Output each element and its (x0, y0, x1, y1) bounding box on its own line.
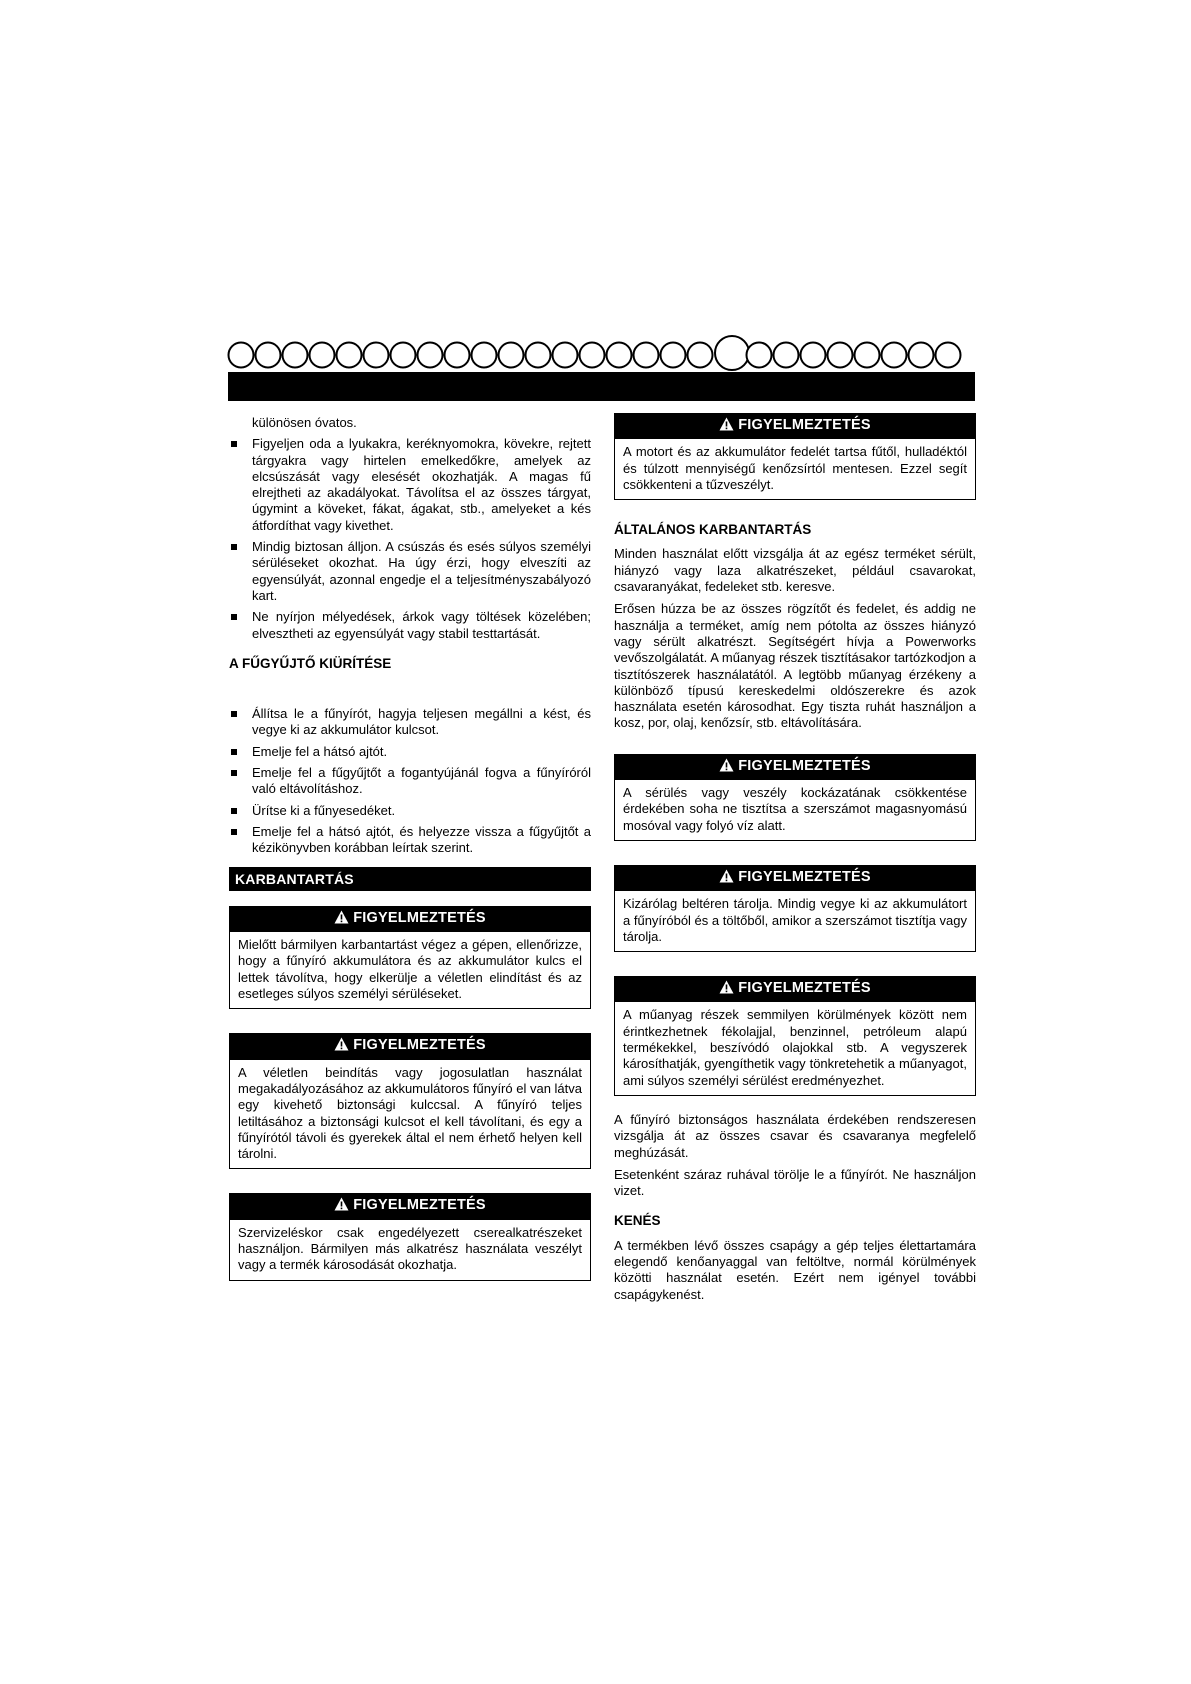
header-circle-strip (227, 335, 977, 371)
list-item: Állítsa le a fűnyírót, hagyja teljesen megállni a kést, és vegye ki az akkumulátor kulcsot. (229, 706, 591, 739)
header-small-circle (580, 343, 605, 368)
header-small-circle (936, 343, 961, 368)
warning-box (614, 865, 976, 952)
header-small-circle (828, 343, 853, 368)
heading-kenes: KENÉS (614, 1213, 661, 1229)
warning-triangle-icon (334, 910, 349, 928)
warning-title: FIGYELMEZTETÉS (738, 868, 871, 885)
header-small-circle (661, 343, 686, 368)
paragraph: A termékben lévő összes csapágy a gép teljes élettartamára elegendő kenőanyaggal van feltöltve, normál körülmények közötti használat esetén. Ezért nem igényel további csapágykenést. (614, 1237, 976, 1302)
warning-triangle-icon (719, 980, 734, 998)
header-small-circle (256, 343, 281, 368)
warning-text: Mielőtt bármilyen karbantartást végez a gépen, ellenőrizze, hogy a fűnyíró akkumulátora és az akkumulátor kulcs el lettek távolítva, hogy elkerülje a véletlen elindítást és az esetleges súlyos személyi sérüléseket. (238, 937, 582, 1002)
warning-triangle-icon (719, 869, 734, 887)
header-small-circle (445, 343, 470, 368)
paragraph: Minden használat előtt vizsgálja át az egész terméket sérült, hiányzó vagy laza alkatrészeket, például csavarokat, csavaranyákat, fedeleket stb. keresve. (614, 546, 976, 595)
header-big-circle (715, 336, 749, 370)
section-heading-karbantartas: KARBANTARTÁS (229, 867, 591, 891)
list-item: Figyeljen oda a lyukakra, keréknyomokra, kövekre, rejtett tárgyakra vagy hirtelen emelkedőkre, amelyek az elcsúszását vagy elesését okozhatják. A magas fű elrejtheti az akadályokat. Távolítsa el az összes tárgyat, úgymint a köveket, fákat, ágakat, stb., amelyeket a kés átfordíthat vagy kivethet. (229, 436, 591, 534)
header-small-circle (283, 343, 308, 368)
warning-text: A motort és az akkumulátor fedelét tartsa fűtől, hulladéktól és túlzott mennyiségű kenőzsírtól mentesen. Ezzel segít csökkenteni a tűzveszélyt. (623, 444, 967, 492)
warning-header (230, 1194, 590, 1219)
header-small-circle (472, 343, 497, 368)
warning-title: FIGYELMEZTETÉS (738, 980, 871, 997)
continued-text: különösen óvatos. (252, 415, 357, 430)
warning-text: Kizárólag beltéren tárolja. Mindig vegye ki az akkumulátort a fűnyíróból és a töltőből, amikor a szerszámot tisztítja vagy tárolja. (623, 896, 967, 944)
list-item: Emelje fel a hátsó ajtót. (229, 744, 591, 760)
list-item: Ne nyírjon mélyedések, árkok vagy töltések közelében; elvesztheti az egyensúlyát vagy stabil testtartását. (229, 609, 591, 642)
list-item: Ürítse ki a fűnyesedéket. (229, 803, 591, 819)
header-small-circle (688, 343, 713, 368)
warning-title: FIGYELMEZTETÉS (353, 1037, 486, 1054)
warning-title: FIGYELMEZTETÉS (353, 909, 486, 926)
header-small-circle (391, 343, 416, 368)
header-black-bar (228, 372, 975, 401)
warning-box (229, 906, 591, 1009)
warning-header (615, 866, 975, 891)
header-small-circle (607, 343, 632, 368)
right-column (614, 415, 976, 1309)
warning-text: A sérülés vagy veszély kockázatának csökkentése érdekében soha ne tisztítsa a szerszámot magasnyomású mosóval vagy folyó víz alatt. (623, 785, 967, 833)
header-small-circle (364, 343, 389, 368)
header-small-circle (634, 343, 659, 368)
warning-box (614, 976, 976, 1096)
header-small-circle (909, 343, 934, 368)
warning-box (229, 1193, 591, 1280)
header-small-circle (418, 343, 443, 368)
warning-header (615, 414, 975, 439)
header-small-circle (855, 343, 880, 368)
warning-text: A véletlen beindítás vagy jogosulatlan használat megakadályozásához az akkumulátoros fűnyíró el van látva egy kivehető biztonsági kulccsal. A fűnyíró teljes letiltásához a biztonsági kulcsot el kell távolítani, és egy a fűnyírótól távoli és gyerekek által el nem érhető helyen kell tárolni. (238, 1064, 582, 1162)
header-small-circle (526, 343, 551, 368)
list-item: Emelje fel a hátsó ajtót, és helyezze vissza a fűgyűjtőt a kézikönyvben korábban leírtak szerint. (229, 824, 591, 857)
warning-header (615, 977, 975, 1002)
warning-triangle-icon (334, 1037, 349, 1055)
heading-altalanos-karbantartas: ÁLTALÁNOS KARBANTARTÁS (614, 522, 812, 538)
emptying-steps-list (229, 706, 591, 856)
warning-header (615, 755, 975, 780)
warning-box (229, 1033, 591, 1169)
heading-fugyujto: A FŰGYŰJTŐ KIÜRÍTÉSE (229, 655, 392, 671)
list-item: Emelje fel a fűgyűjtőt a fogantyújánál fogva a fűnyíróról való eltávolításhoz. (229, 765, 591, 798)
header-small-circle (882, 343, 907, 368)
warning-triangle-icon (719, 758, 734, 776)
warning-title: FIGYELMEZTETÉS (738, 757, 871, 774)
safety-bullet-list (229, 436, 591, 642)
warning-triangle-icon (719, 417, 734, 435)
warning-triangle-icon (334, 1197, 349, 1215)
header-small-circle (747, 343, 772, 368)
paragraph: A fűnyíró biztonságos használata érdekében rendszeresen vizsgálja át az összes csavar és csavaranya megfelelő meghúzását. (614, 1111, 976, 1160)
left-column (229, 415, 591, 1305)
warning-text: A műanyag részek semmilyen körülmények között nem érintkezhetnek fékolajjal, benzinnel, petróleum alapú termékekkel, beszívódó olajokkal stb. A vegyszerek károsíthatják, gyengíthetik vagy tönkretehetik a műanyagot, ami súlyos személyi sérülést eredményezhet. (623, 1007, 967, 1088)
warning-header (230, 907, 590, 932)
paragraph: Esetenként száraz ruhával törölje le a fűnyírót. Ne használjon vizet. (614, 1166, 976, 1199)
warning-box (614, 413, 976, 500)
warning-box (614, 754, 976, 841)
warning-text: Szervizeléskor csak engedélyezett cserealkatrészeket használjon. Bármilyen más alkatrész használata veszélyt vagy a termék károsodását okozhatja. (238, 1224, 582, 1273)
header-small-circle (337, 343, 362, 368)
warning-title: FIGYELMEZTETÉS (738, 417, 871, 433)
header-small-circle (499, 343, 524, 368)
header-small-circle (801, 343, 826, 368)
header-small-circle (229, 343, 254, 368)
paragraph: Erősen húzza be az összes rögzítőt és fedelet, és addig ne használja a terméket, amíg nem pótolta az összes hiányzó vagy sérült alkatrészt. Segítségért hívja a Powerworks vevőszolgálatát. A műanyag részek tisztításakor tartózkodjon a tisztítószerek használatától. A legtöbb műanyag érzékeny a különböző típusú kereskedelmi oldószerekre és azok használata esetén károsodhat. Egy tiszta ruhát használjon a kosz, por, olaj, kenőzsír, stb. eltávolítására. (614, 601, 976, 731)
header-small-circle (310, 343, 335, 368)
header-small-circle (553, 343, 578, 368)
warning-header (230, 1034, 590, 1059)
header-small-circle (774, 343, 799, 368)
list-item: Mindig biztosan álljon. A csúszás és esés súlyos személyi sérüléseket okozhat. Ha úgy érzi, hogy elveszíti az egyensúlyát, azonnal engedje el a teljesítményszabályozó kart. (229, 539, 591, 604)
warning-title: FIGYELMEZTETÉS (353, 1197, 486, 1214)
